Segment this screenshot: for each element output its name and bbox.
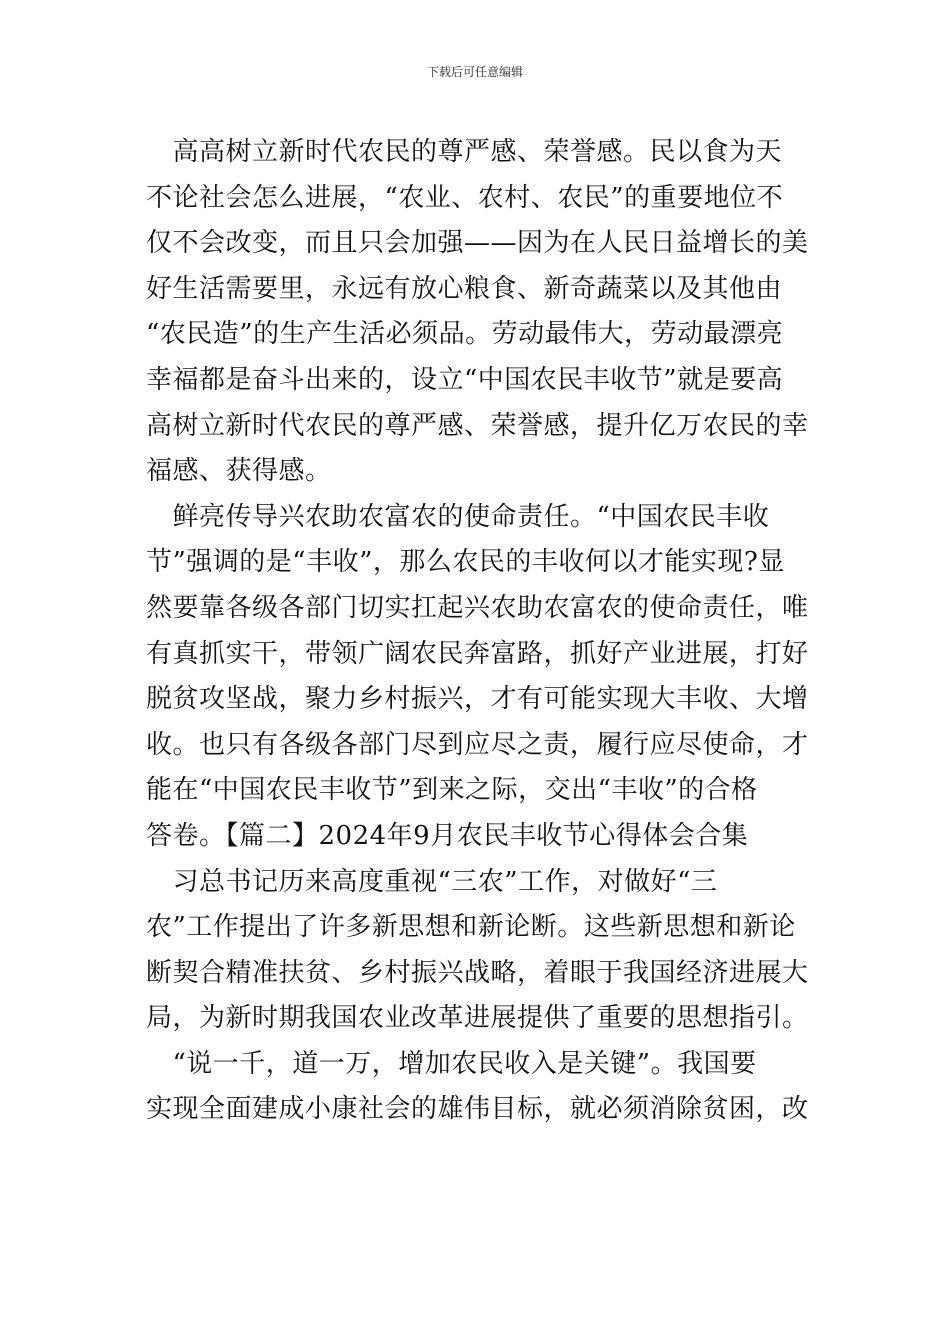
text-line: 福感、获得感。 — [146, 456, 332, 487]
text-line: 高树立新时代农民的尊严感、荣誉感，提升亿万农民的幸 — [146, 410, 809, 441]
text-line: 断契合精准扶贫、乡村振兴战略，着眼于我国经济进展大 — [146, 957, 809, 988]
text-line: 局，为新时期我国农业改革进展提供了重要的思想指引。 — [146, 1003, 809, 1034]
document-body — [146, 130, 809, 1133]
text-line: 鲜亮传导兴农助农富农的使命责任。“中国农民丰收 — [146, 501, 770, 532]
text-line: 有真抓实干，带领广阔农民奔富路，抓好产业进展，打好 — [146, 638, 809, 669]
text-line: 脱贫攻坚战，聚力乡村振兴，才有可能实现大丰收、大增 — [146, 684, 809, 715]
text-line: 能在“中国农民丰收节”到来之际，交出“丰收”的合格 — [146, 775, 758, 806]
text-line: 答卷。【篇二】2024年9月农民丰收节心得体会合集 — [146, 820, 749, 851]
text-line: 农”工作提出了许多新思想和新论断。这些新思想和新论 — [146, 912, 796, 943]
text-line: 仅不会改变，而且只会加强——因为在人民日益增长的美 — [146, 228, 809, 259]
text-line: “农民造”的生产生活必须品。劳动最伟大，劳动最漂亮 — [146, 319, 784, 350]
text-line: 收。也只有各级各部门尽到应尽之责，履行应尽使命，才 — [146, 729, 809, 760]
text-line: 节”强调的是“丰收”，那么农民的丰收何以才能实现?显 — [146, 547, 785, 578]
text-line: 幸福都是奋斗出来的，设立“中国农民丰收节”就是要高 — [146, 364, 784, 395]
text-line: 好生活需要里，永远有放心粮食、新奇蔬菜以及其他由 — [146, 273, 783, 304]
text-line: 习总书记历来高度重视“三农”工作，对做好“三 — [146, 866, 718, 897]
text-line: 实现全面建成小康社会的雄伟目标，就必须消除贫困，改 — [146, 1094, 809, 1125]
text-line: “说一千，道一万，增加农民收入是关键”。我国要 — [146, 1048, 757, 1079]
text-line: 然要靠各级各部门切实扛起兴农助农富农的使命责任，唯 — [146, 592, 809, 623]
text-line: 高高树立新时代农民的尊严感、荣誉感。民以食为天 — [146, 137, 783, 167]
text-line: 不论社会怎么进展，“农业、农村、农民”的重要地位不 — [146, 182, 784, 213]
page-header: 下载后可任意编辑 — [426, 65, 523, 79]
